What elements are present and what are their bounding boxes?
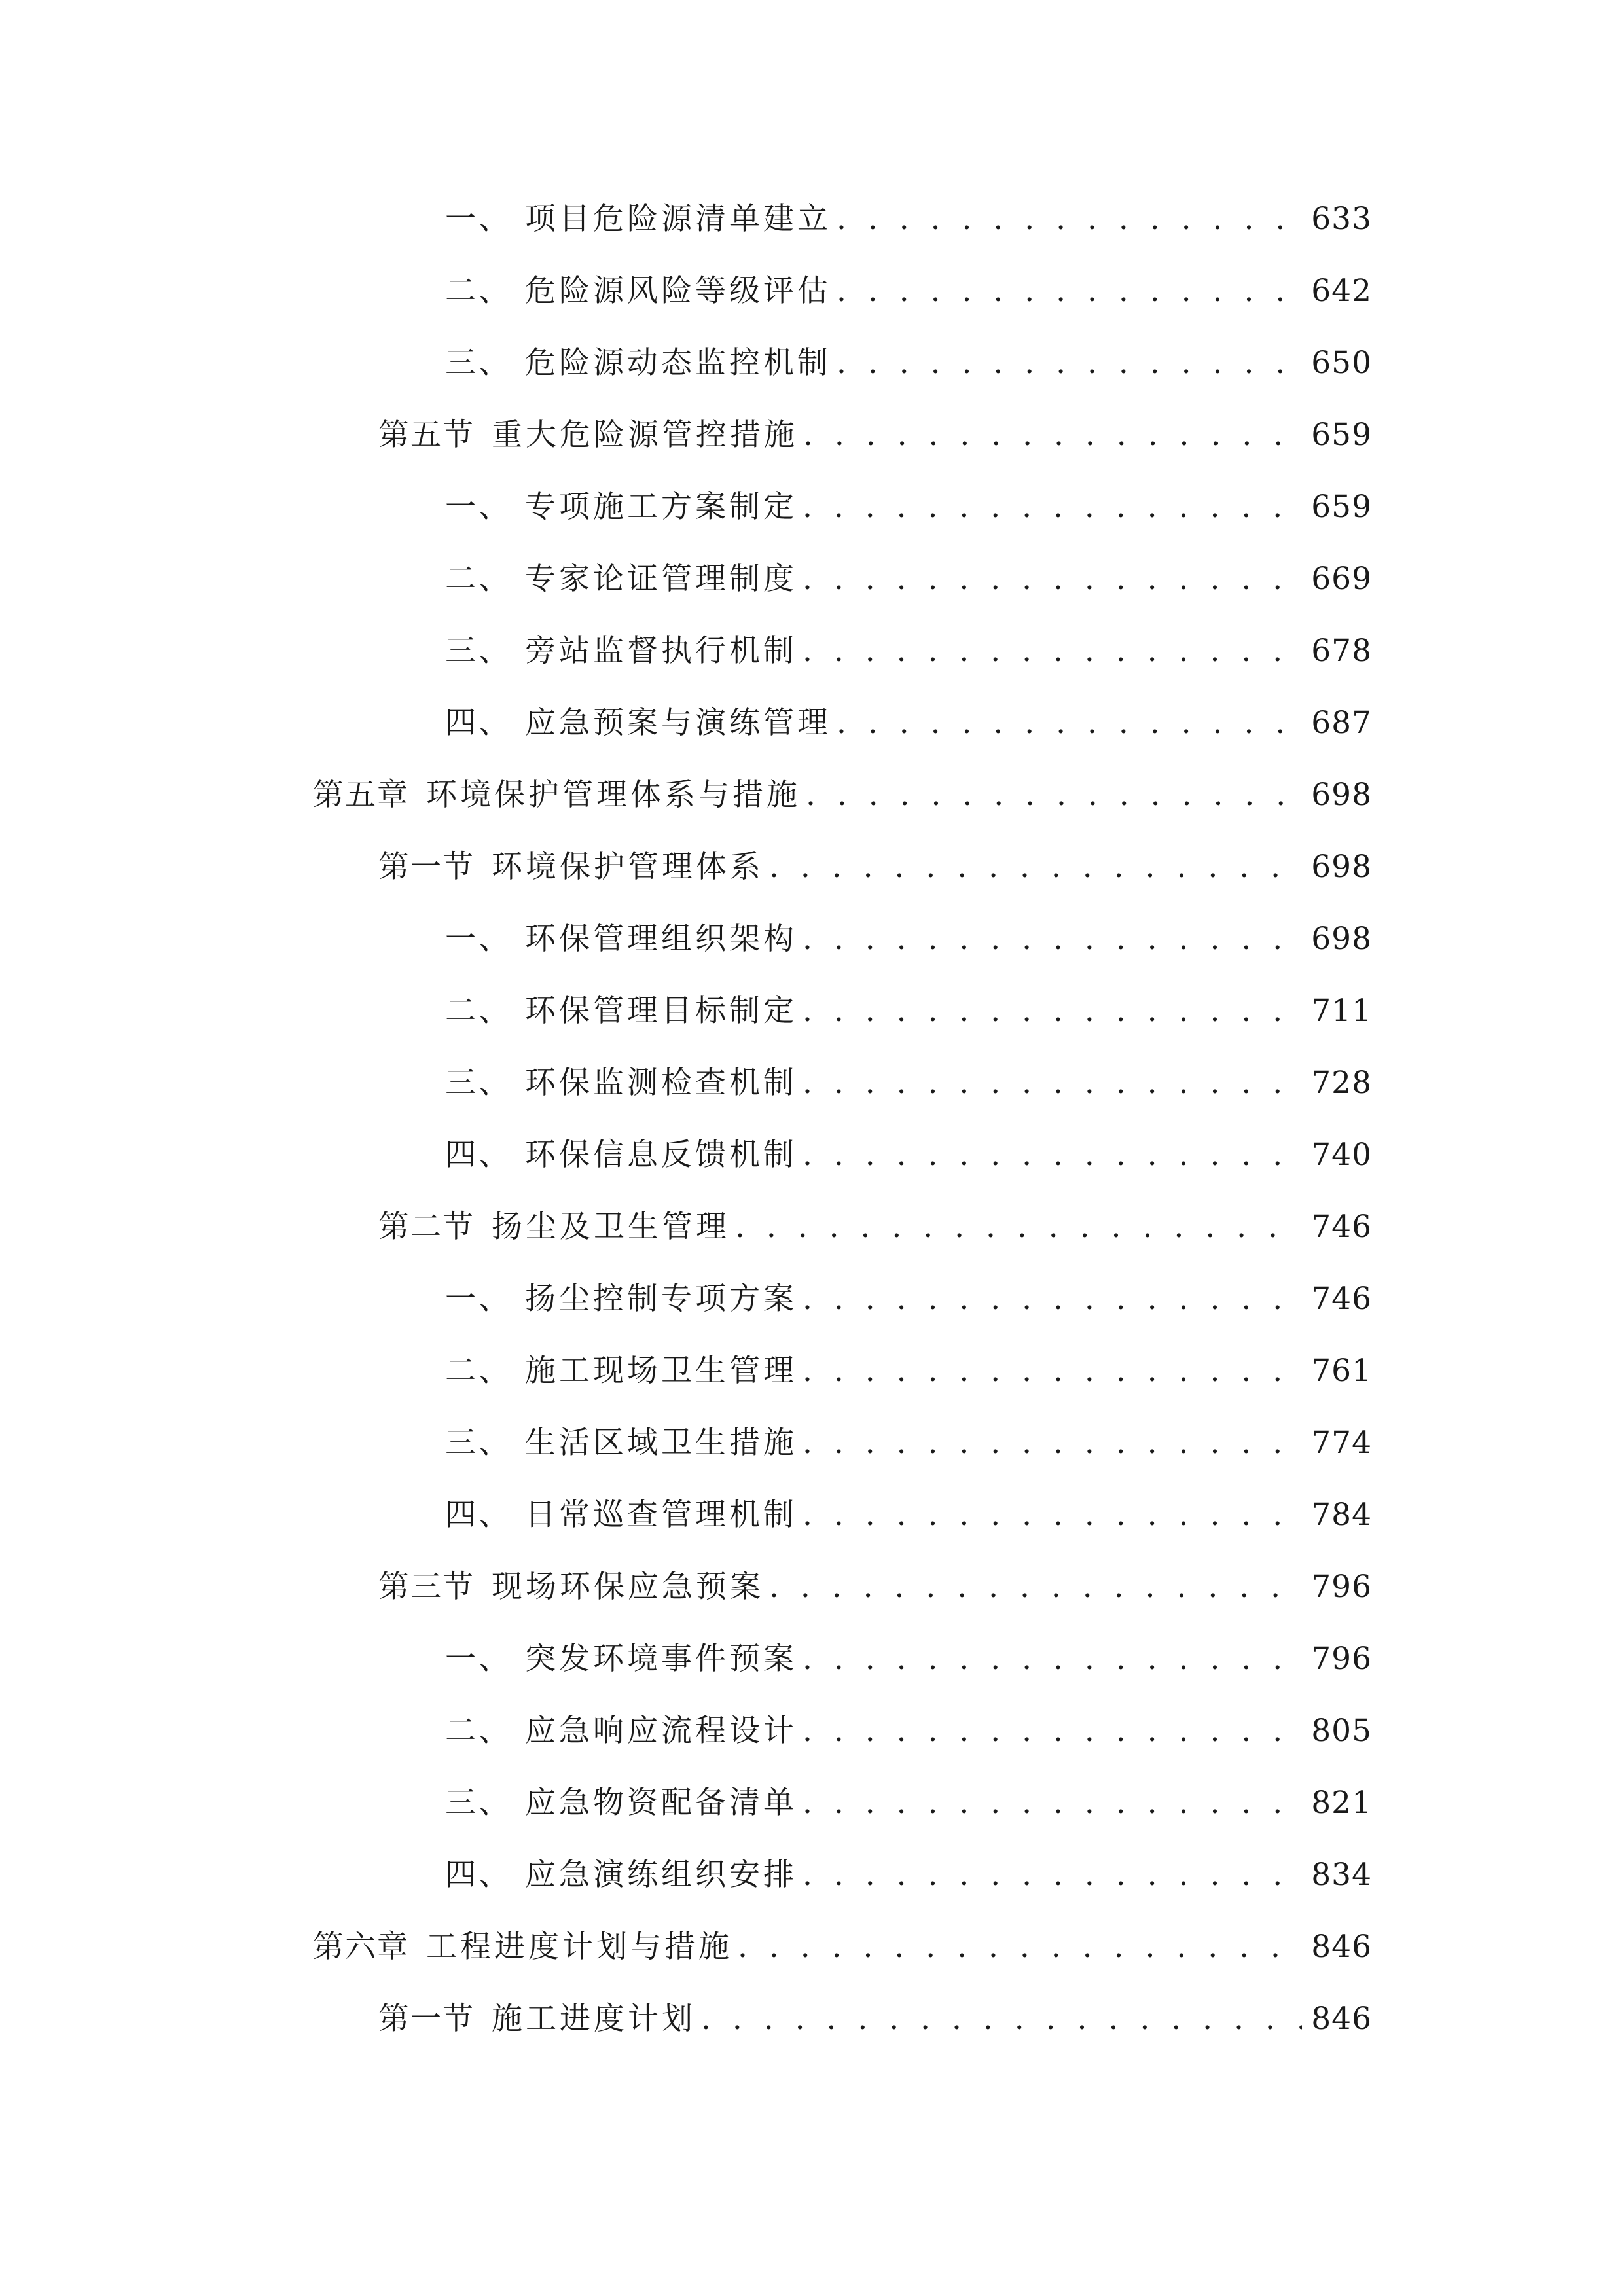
toc-entry-page: 746 — [1311, 1281, 1372, 1317]
toc-dot-leader — [837, 337, 1302, 389]
toc-dot-leader — [803, 625, 1302, 677]
toc-entry[interactable] — [313, 769, 1372, 821]
toc-entry-prefix: 三、 — [445, 1785, 512, 1821]
toc-entry-title: 专家论证管理制度 — [525, 561, 797, 597]
toc-dot-leader — [803, 481, 1302, 533]
toc-entry-page: 659 — [1311, 417, 1372, 453]
toc-entry-page: 687 — [1311, 705, 1372, 741]
toc-entry-title: 日常巡查管理机制 — [525, 1497, 797, 1533]
toc-entry[interactable] — [445, 985, 1372, 1037]
toc-entry-prefix: 三、 — [445, 345, 512, 381]
toc-entry-page: 678 — [1311, 633, 1372, 669]
toc-entry-prefix: 第三节 — [378, 1569, 475, 1605]
toc-dot-leader — [803, 1273, 1302, 1325]
toc-entry-page: 698 — [1311, 921, 1372, 957]
toc-entry[interactable] — [445, 1849, 1372, 1901]
toc-entry-prefix: 二、 — [445, 561, 512, 597]
toc-entry-prefix: 一、 — [445, 1641, 512, 1677]
toc-entry[interactable] — [445, 1345, 1372, 1397]
toc-entry-prefix: 三、 — [445, 633, 512, 669]
toc-entry-title: 专项施工方案制定 — [525, 489, 797, 525]
toc-entry-title: 扬尘控制专项方案 — [525, 1281, 797, 1317]
toc-entry-title: 扬尘及卫生管理 — [492, 1209, 730, 1245]
toc-entry[interactable] — [378, 409, 1372, 461]
toc-entry-title: 环保监测检查机制 — [525, 1065, 797, 1101]
toc-entry[interactable] — [445, 625, 1372, 677]
toc-entry[interactable] — [378, 1993, 1372, 2045]
toc-entry-prefix: 第五节 — [378, 417, 475, 453]
toc-dot-leader — [803, 1417, 1302, 1469]
toc-entry-page: 821 — [1311, 1785, 1372, 1821]
toc-entry-title: 现场环保应急预案 — [492, 1569, 764, 1605]
toc-entry[interactable] — [445, 1489, 1372, 1541]
toc-entry-page: 805 — [1311, 1713, 1372, 1749]
toc-entry-page: 728 — [1311, 1065, 1372, 1101]
toc-entry[interactable] — [445, 1057, 1372, 1109]
toc-entry-page: 796 — [1311, 1641, 1372, 1677]
toc-entry-title: 应急预案与演练管理 — [525, 705, 831, 741]
toc-entry-page: 846 — [1311, 1929, 1372, 1965]
toc-entry-title: 环保信息反馈机制 — [525, 1137, 797, 1173]
toc-entry-title: 施工现场卫生管理 — [525, 1353, 797, 1389]
toc-entry-prefix: 一、 — [445, 201, 512, 237]
toc-dot-leader — [803, 1849, 1302, 1901]
toc-dot-leader — [837, 265, 1302, 317]
toc-entry-title: 应急物资配备清单 — [525, 1785, 797, 1821]
toc-entry-title: 重大危险源管控措施 — [492, 417, 798, 453]
toc-entry[interactable] — [445, 913, 1372, 965]
toc-entry-page: 642 — [1311, 273, 1372, 309]
toc-entry-prefix: 四、 — [445, 1497, 512, 1533]
toc-entry-prefix: 一、 — [445, 489, 512, 525]
toc-dot-leader — [735, 1201, 1302, 1253]
toc-dot-leader — [837, 193, 1302, 245]
toc-entry-page: 650 — [1311, 345, 1372, 381]
toc-entry[interactable] — [445, 1273, 1372, 1325]
toc-entry-title: 环保管理组织架构 — [525, 921, 797, 957]
toc-entry[interactable] — [313, 1921, 1372, 1973]
toc-entry-page: 698 — [1311, 777, 1372, 813]
toc-dot-leader — [803, 913, 1302, 965]
toc-entry-prefix: 第五章 — [313, 777, 409, 813]
toc-entry[interactable] — [378, 1561, 1372, 1613]
toc-entry-title: 危险源动态监控机制 — [525, 345, 831, 381]
toc-entry-title: 施工进度计划 — [492, 2001, 696, 2037]
toc-entry-title: 突发环境事件预案 — [525, 1641, 797, 1677]
toc-dot-leader — [701, 1993, 1302, 2045]
toc-entry-page: 846 — [1311, 2001, 1372, 2037]
toc-entry-title: 环境保护管理体系 — [492, 849, 764, 885]
toc-entry-prefix: 第一节 — [378, 849, 475, 885]
toc-entry-prefix: 二、 — [445, 1713, 512, 1749]
toc-entry-prefix: 四、 — [445, 1137, 512, 1173]
toc-entry[interactable] — [445, 1633, 1372, 1685]
toc-entry-page: 834 — [1311, 1857, 1372, 1893]
toc-dot-leader — [837, 697, 1302, 749]
toc-entry-page: 633 — [1311, 201, 1372, 237]
toc-dot-leader — [803, 553, 1302, 605]
toc-entry[interactable] — [378, 841, 1372, 893]
toc-entry[interactable] — [378, 1201, 1372, 1253]
toc-entry-page: 698 — [1311, 849, 1372, 885]
toc-dot-leader — [803, 1057, 1302, 1109]
toc-entry[interactable] — [445, 1129, 1372, 1181]
toc-entry[interactable] — [445, 697, 1372, 749]
toc-entry-prefix: 二、 — [445, 273, 512, 309]
toc-entry-prefix: 四、 — [445, 1857, 512, 1893]
toc-entry-prefix: 第一节 — [378, 2001, 475, 2037]
toc-dot-leader — [803, 1705, 1302, 1757]
toc-entry[interactable] — [445, 553, 1372, 605]
toc-entry-page: 659 — [1311, 489, 1372, 525]
toc-entry-page: 784 — [1311, 1497, 1372, 1533]
toc-entry-prefix: 第六章 — [313, 1929, 409, 1965]
toc-dot-leader — [806, 769, 1302, 821]
toc-entry[interactable] — [445, 481, 1372, 533]
toc-dot-leader — [803, 1489, 1302, 1541]
toc-entry-page: 740 — [1311, 1137, 1372, 1173]
toc-entry-prefix: 一、 — [445, 1281, 512, 1317]
toc-dot-leader — [769, 841, 1302, 893]
toc-entry[interactable] — [445, 1705, 1372, 1757]
toc-entry-prefix: 三、 — [445, 1425, 512, 1461]
toc-entry[interactable] — [445, 1777, 1372, 1829]
toc-dot-leader — [769, 1561, 1302, 1613]
toc-entry-title: 环境保护管理体系与措施 — [426, 777, 801, 813]
toc-dot-leader — [803, 985, 1302, 1037]
toc-entry[interactable] — [445, 193, 1372, 245]
toc-entry-prefix: 二、 — [445, 1353, 512, 1389]
toc-entry-title: 应急响应流程设计 — [525, 1713, 797, 1749]
toc-entry-title: 工程进度计划与措施 — [426, 1929, 732, 1965]
toc-entry[interactable] — [445, 337, 1372, 389]
toc-entry-prefix: 二、 — [445, 993, 512, 1029]
toc-dot-leader — [803, 1633, 1302, 1685]
toc-dot-leader — [803, 1129, 1302, 1181]
toc-entry-page: 774 — [1311, 1425, 1372, 1461]
toc-entry-prefix: 一、 — [445, 921, 512, 957]
toc-entry-title: 生活区域卫生措施 — [525, 1425, 797, 1461]
toc-dot-leader — [803, 409, 1302, 461]
toc-entry-page: 669 — [1311, 561, 1372, 597]
toc-entry[interactable] — [445, 1417, 1372, 1469]
toc-dot-leader — [803, 1777, 1302, 1829]
toc-entry-page: 711 — [1311, 993, 1372, 1029]
toc-entry-page: 796 — [1311, 1569, 1372, 1605]
toc-entry-title: 项目危险源清单建立 — [525, 201, 831, 237]
toc-entry-title: 应急演练组织安排 — [525, 1857, 797, 1893]
toc-entry-title: 环保管理目标制定 — [525, 993, 797, 1029]
toc-entry[interactable] — [445, 265, 1372, 317]
toc-entry-prefix: 四、 — [445, 705, 512, 741]
toc-entry-prefix: 三、 — [445, 1065, 512, 1101]
toc-entry-title: 危险源风险等级评估 — [525, 273, 831, 309]
toc-entry-title: 旁站监督执行机制 — [525, 633, 797, 669]
toc-entry-page: 746 — [1311, 1209, 1372, 1245]
toc-entry-page: 761 — [1311, 1353, 1372, 1389]
toc-entry-prefix: 第二节 — [378, 1209, 475, 1245]
toc-dot-leader — [738, 1921, 1302, 1973]
toc-dot-leader — [803, 1345, 1302, 1397]
